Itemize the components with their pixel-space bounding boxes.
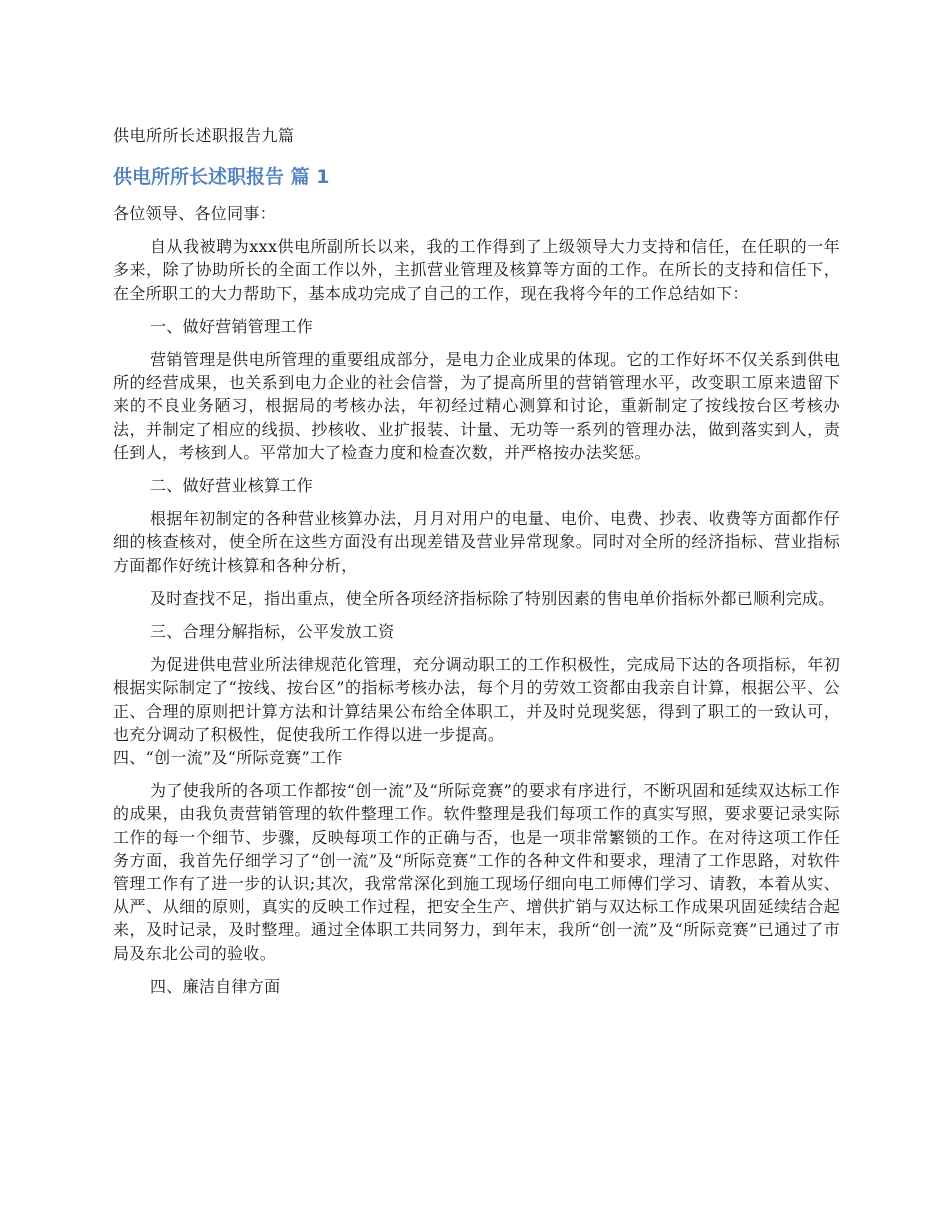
subheading-marketing: 一、做好营销管理工作 [150,316,314,336]
accounting-followup-paragraph: 及时查找不足，指出重点，使全所各项经济指标除了特别因素的售电单价指标外都已顺利完成。 [150,588,835,608]
section-heading: 供电所所长述职报告 篇 1 [113,166,330,188]
marketing-paragraph: 营销管理是供电所管理的重要组成部分，是电力企业成果的体现。它的工作好坏不仅关系到供电所的经营成果，也关系到电力企业的社会信誉，为了提高所里的营销管理水平，改变职工原来遗留下来的不良业务陋习，根据局的考核办法，年初经过精心测算和讨论，重新制定了按线按台区考核办法，并制定了相应的线损、抄核收、业扩报装、计量、无功等一系列的管理办法，做到落实到人，责任到人，考核到人。平常加大了检查力度和检查次数，并严格按办法奖惩。 [113,350,840,462]
first-class-paragraph: 为了使我所的各项工作都按“创一流”及“所际竞赛”的要求有序进行，不断巩固和延续双达标工作的成果，由我负责营销管理的软件整理工作。软件整理是我们每项工作的真实写照，要求要记录实际工作的每一个细节、步骤，反映每项工作的正确与否，也是一项非常繁锁的工作。在对待这项工作任务方面，我首先仔细学习了“创一流”及“所际竞赛”工作的各种文件和要求，理清了工作思路，对软件管理工作有了进一步的认识;其次，我常常深化到施工现场仔细向电工师傅们学习、请教，本着从实、从严、从细的原则，真实的反映工作过程，把安全生产、增供扩销与双达标工作成果巩固延续结合起来，及时记录，及时整理。通过全体职工共同努力，到年末，我所“创一流”及“所际竞赛”已通过了市局及东北公司的验收。 [113,781,840,963]
subheading-accounting: 二、做好营业核算工作 [150,476,314,496]
subheading-indicators: 三、合理分解指标，公平发放工资 [150,622,395,642]
document-title: 供电所所长述职报告九篇 [113,126,295,145]
indicators-paragraph: 为促进供电营业所法律规范化管理，充分调动职工的工作积极性，完成局下达的各项指标，年初根据实际制定了“按线、按台区”的指标考核办法，每个月的劳效工资都由我亲自计算，根据公平、公正、合理的原则把计算方法和计算结果公布给全体职工，并及时兑现奖惩，得到了职工的一致认可，也充分调动了积极性，促使我所工作得以进一步提高。 [113,655,840,744]
intro-paragraph: 自从我被聘为xxx供电所副所长以来，我的工作得到了上级领导大力支持和信任，在任职的一年多来，除了协助所长的全面工作以外，主抓营业管理及核算等方面的工作。在所长的支持和信任下，在全所职工的大力帮助下，基本成功完成了自己的工作，现在我将今年的工作总结如下： [113,237,840,303]
accounting-paragraph: 根据年初制定的各种营业核算办法，月月对用户的电量、电价、电费、抄表、收费等方面都作仔细的核查核对，使全所在这些方面没有出现差错及营业异常现象。同时对全所的经济指标、营业指标方面都作好统计核算和各种分析， [113,509,840,575]
salutation: 各位领导、各位同事： [113,204,277,223]
subheading-first-class: 四、“创一流”及“所际竞赛”工作 [113,748,343,768]
document-page [113,124,840,1008]
subheading-integrity: 四、廉洁自律方面 [150,976,281,996]
